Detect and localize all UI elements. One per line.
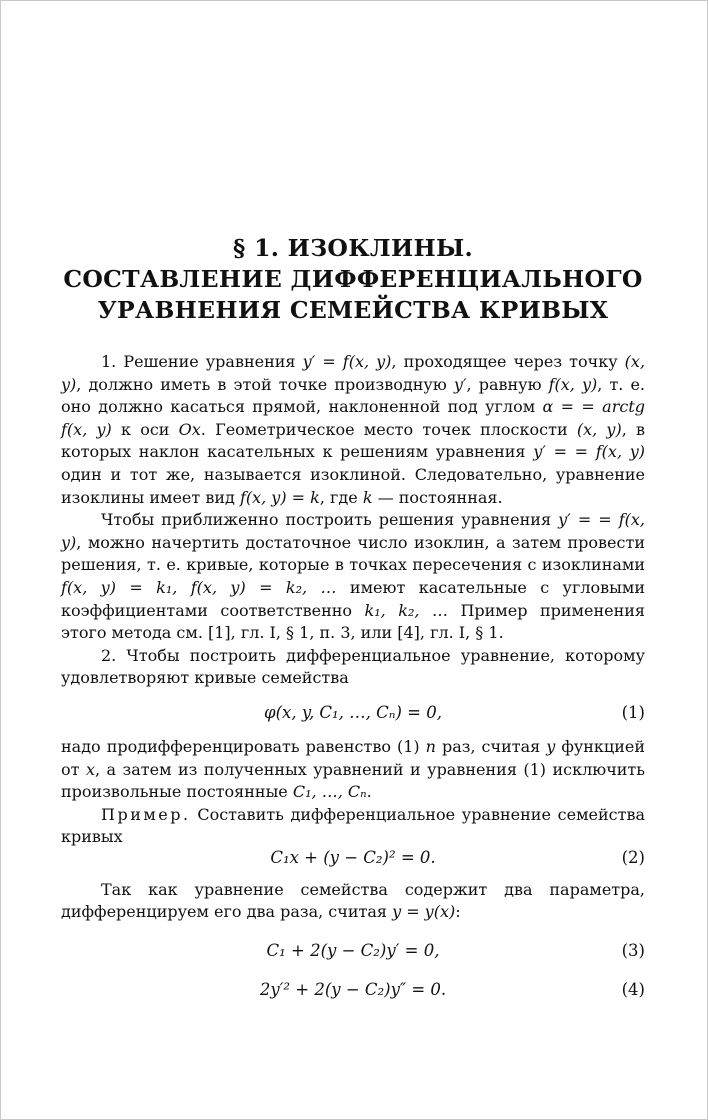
formula: (x, y) xyxy=(61,352,646,394)
text: , должно иметь в этой точке производную xyxy=(76,374,454,394)
text: , т. е. оно должно касаться прямой, наклоненной под углом xyxy=(61,374,646,417)
text: Пример применения этого метода см. [1], гл. I, § 1, п. 3, или [4], гл. I, § 1. xyxy=(61,600,645,643)
formula: (x, y) xyxy=(576,419,622,439)
text: , равную xyxy=(466,374,549,394)
equation-3-expression: C₁ + 2(y − C₂)y′ = 0, xyxy=(266,941,440,961)
paragraph-approximate-solutions xyxy=(61,509,645,645)
equation-2-number: (2) xyxy=(621,847,645,867)
title-line-3: УРАВНЕНИЯ СЕМЕЙСТВА КРИВЫХ xyxy=(97,296,609,324)
formula: k xyxy=(362,487,373,507)
text: : xyxy=(455,902,461,922)
paragraph-isoclines-definition xyxy=(61,351,645,509)
equation-4 xyxy=(61,978,645,1002)
equation-3 xyxy=(61,939,645,963)
title-line-1: § 1. ИЗОКЛИНЫ. xyxy=(233,234,473,262)
paragraph-construct-equation: 2. Чтобы построить дифференциальное уравнение, которому удовлетворяют кривые семейства xyxy=(61,645,645,688)
equation-1-expression: φ(x, y, C₁, …, Cₙ) = 0, xyxy=(264,702,442,722)
text: . Геометрическое место точек плоскости xyxy=(200,419,577,439)
text: , можно начертить достаточное число изоклин, а затем провести решения, т. е. кривые, которые в точках пересечения с изоклинами xyxy=(61,532,645,575)
formula: n xyxy=(425,736,436,756)
equation-3-number: (3) xyxy=(621,941,645,961)
section-title xyxy=(61,233,645,326)
text: . xyxy=(366,782,372,802)
formula: f(x, y) xyxy=(548,374,598,394)
formula: y′ = = f(x, y) xyxy=(61,510,645,552)
text: — постоянная. xyxy=(372,487,503,507)
formula: k₁, k₂, … xyxy=(364,600,448,620)
formula: f(x, y) = k xyxy=(239,487,320,507)
formula: y′ xyxy=(453,374,467,394)
paragraph-differentiate xyxy=(61,736,645,804)
text: один и тот же, называется изоклиной. Следовательно, уравнение изоклины имеет вид xyxy=(61,464,645,507)
equation-1 xyxy=(61,701,645,725)
formula: y′ = = f(x, y) xyxy=(533,442,645,462)
paragraph-example xyxy=(61,804,645,849)
text: раз, считая xyxy=(435,736,547,756)
equation-1-number: (1) xyxy=(621,702,645,722)
text: , проходящее через точку xyxy=(391,352,625,371)
text: Чтобы приближенно построить решения уравнения xyxy=(101,510,559,530)
formula: C₁, …, Cₙ xyxy=(292,782,367,802)
formula: f(x, y) = k₁, f(x, y) = k₂, … xyxy=(61,577,337,597)
text: 1. Решение уравнения xyxy=(101,352,303,371)
page-content xyxy=(61,233,645,1002)
formula: y′ = f(x, y) xyxy=(302,352,392,371)
text: к оси xyxy=(111,419,179,439)
text: Составить дифференциальное уравнение семейства кривых xyxy=(61,804,645,847)
text: , в которых наклон касательных к решениям уравнения xyxy=(61,419,645,462)
text: , а затем из полученных уравнений и уравнения (1) исключить произвольные постоянные xyxy=(61,759,645,802)
formula: Ox xyxy=(178,419,201,439)
equation-2 xyxy=(61,846,645,870)
text: функцией от xyxy=(61,736,646,779)
equation-4-number: (4) xyxy=(621,980,645,1000)
equation-4-expression: 2y′² + 2(y − C₂)y″ = 0. xyxy=(259,980,447,1000)
text: имеют касательные с угловыми коэффициентами соответственно xyxy=(61,577,646,620)
formula: x xyxy=(85,759,95,779)
example-label: Пример. xyxy=(101,804,191,824)
equation-2-expression: C₁x + (y − C₂)² = 0. xyxy=(270,847,436,867)
text: , где xyxy=(319,487,363,507)
formula: α = = arctg f(x, y) xyxy=(61,397,645,439)
paragraph-differentiate-twice xyxy=(61,879,645,924)
formula: y xyxy=(546,736,556,756)
text: надо продифференцировать равенство (1) xyxy=(61,736,426,756)
title-line-2: СОСТАВЛЕНИЕ ДИФФЕРЕНЦИАЛЬНОГО xyxy=(63,265,643,293)
formula: y = y(x) xyxy=(392,902,456,922)
text: Так как уравнение семейства содержит два параметра, дифференцируем его два раза, считая xyxy=(61,879,645,922)
